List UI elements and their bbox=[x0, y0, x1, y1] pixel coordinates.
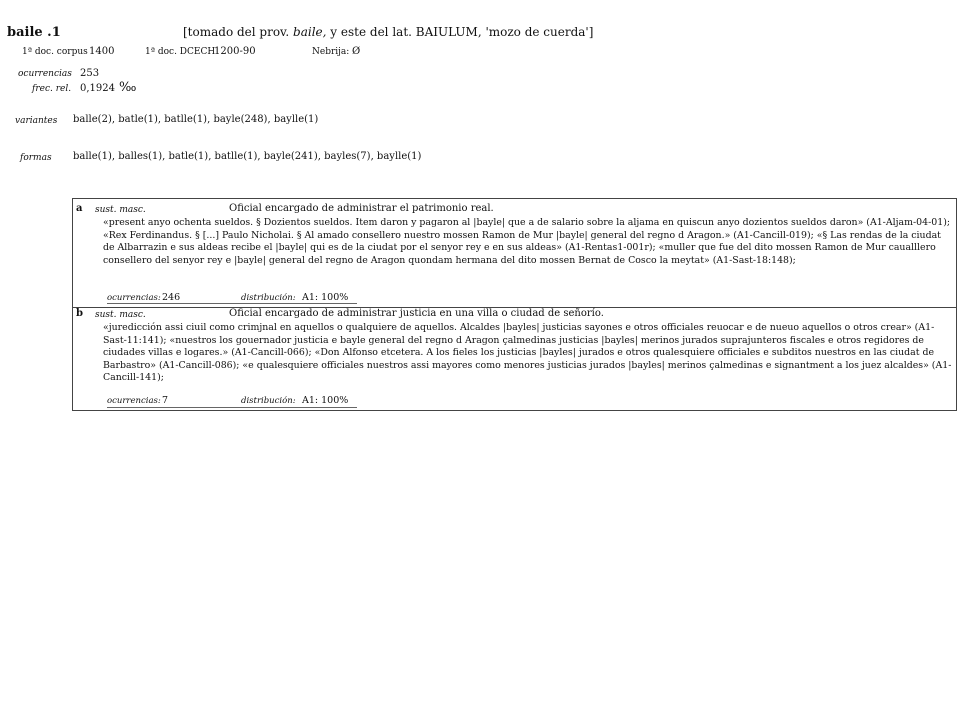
sense-footer-rule bbox=[107, 407, 357, 408]
senses-table bbox=[72, 198, 957, 411]
etymology bbox=[183, 25, 593, 39]
sense-ocurrencias-label: ocurrencias: bbox=[107, 293, 161, 303]
etymology-italic: baile, bbox=[293, 25, 327, 39]
sense-distribucion-label: distribución: bbox=[241, 293, 296, 303]
corpus-doc-label: 1ª doc. corpus bbox=[22, 47, 88, 57]
sense-definition: Oficial encargado de administrar el patrimonio real. bbox=[229, 203, 494, 214]
headword: baile .1 bbox=[7, 25, 61, 40]
sense-footer-rule bbox=[107, 303, 357, 304]
etymology-post: y este del lat. BAIULUM, 'mozo de cuerda'] bbox=[326, 25, 594, 39]
sense-letter: a bbox=[76, 203, 83, 214]
nebrija-label: Nebrija: bbox=[312, 47, 350, 57]
ocurrencias-label: ocurrencias bbox=[18, 69, 72, 79]
etymology-pre: [tomado del prov. bbox=[183, 25, 294, 39]
sense-a bbox=[73, 199, 956, 308]
frec-rel-value: 0,1924 bbox=[80, 83, 115, 94]
ocurrencias-value: 253 bbox=[80, 68, 100, 79]
dcech-doc-label: 1ª doc. DCECH bbox=[145, 47, 216, 57]
sense-letter: b bbox=[76, 308, 83, 319]
sense-b bbox=[73, 307, 956, 411]
nebrija-value: Ø bbox=[352, 46, 361, 57]
sense-distribucion-value: A1: 100% bbox=[302, 292, 349, 303]
sense-pos: sust. masc. bbox=[95, 310, 146, 320]
sense-definition: Oficial encargado de administrar justicia en una villa o ciudad de señorío. bbox=[229, 308, 604, 319]
variantes-value: balle(2), batle(1), batlle(1), bayle(248), baylle(1) bbox=[73, 114, 319, 125]
formas-value: balle(1), balles(1), batle(1), batlle(1), bayle(241), bayles(7), baylle(1) bbox=[73, 151, 422, 162]
permille-unit: ‰ bbox=[119, 80, 137, 95]
sense-distribucion-value: A1: 100% bbox=[302, 395, 349, 406]
corpus-doc-value: 1400 bbox=[89, 46, 115, 57]
sense-distribucion-label: distribución: bbox=[241, 396, 296, 406]
sense-pos: sust. masc. bbox=[95, 205, 146, 215]
sense-ocurrencias-value: 246 bbox=[162, 292, 181, 303]
dcech-doc-value: 1200-90 bbox=[214, 46, 256, 57]
sense-ocurrencias-label: ocurrencias: bbox=[107, 396, 161, 406]
sense-ocurrencias-value: 7 bbox=[162, 395, 169, 406]
formas-label: formas bbox=[20, 153, 52, 163]
variantes-label: variantes bbox=[15, 116, 58, 126]
frec-rel-label: frec. rel. bbox=[32, 84, 72, 94]
sense-quotes: «juredicción assi ciuil como crimjnal en aquellos o qualquiere de aquellos. Alcaldes |bayles| justicias sayones e otros officiales reuocar e de nueuo aquellos o otros crear» (A1-Sast-11:141); «nuestros los gouernador justicia e bayle general del regno d Aragon çalmedinas justicias |bayles| merinos jurados suprajunteros fiscales e otros regidores de ciudades villas e logares.» (A1-Cancill-066); «Don Alfonso etcetera. A los fieles los justicias |bayles| jurados e otros qualesquiere officiales e subditos nuestros en las ciudat de Barbastro» (A1-Cancill-086); «e qualesquiere officiales nuestros assi mayores como menores justicias jurados |bayles| merinos çalmedinas e signantment a los juez alcaldes» (A1-Cancill-141); bbox=[103, 322, 952, 383]
sense-quotes: «present anyo ochenta sueldos. § Dozientos sueldos. Item daron y pagaron al |bayle| que a de salario sobre la aljama en quiscun anyo dozientos sueldos daron» (A1-Aljam-04-01); «Rex Ferdinandus. § [...] Paulo Nicholai. § Al amado consellero nuestro mossen Ramon de Mur |bayle| general del regno d Aragon.» (A1-Cancill-019); «§ Las rendas de la ciudat de Albarrazin e sus aldeas recibe el |bayle| qui es de la ciudat por el senyor rey e en sus aldeas» (A1-Rentas1-001r); «muller que fue del dito mossen Ramon de Mur caualllero consellero del senyor rey e |bayle| general del regno de Aragon quondam hermana del dito mossen Bernat de Cosco la meytat» (A1-Sast-18:148); bbox=[103, 217, 951, 266]
